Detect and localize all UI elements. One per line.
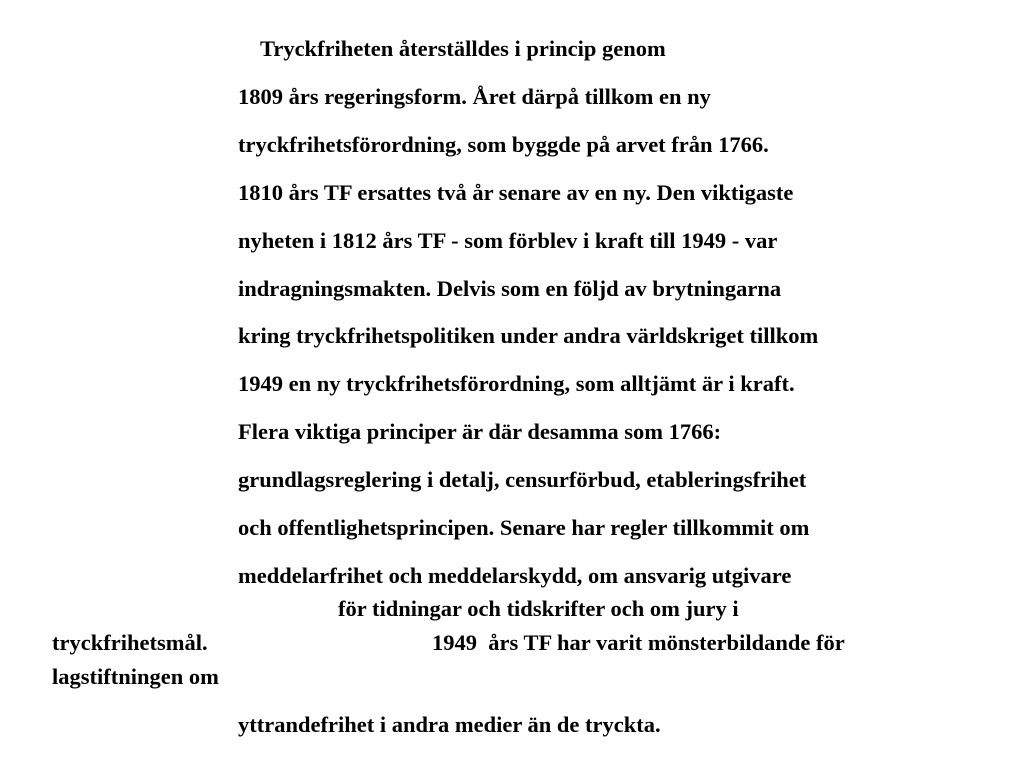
text-line-16: lagstiftningen om [52,664,219,689]
text-line-2: 1809 års regeringsform. Året därpå tillkom en ny [238,84,711,109]
text-line-9: Flera viktiga principer är där desamma som 1766: [238,419,722,444]
text-line-13: för tidningar och tidskrifter och om jury i [338,596,739,621]
text-line-7: kring tryckfrihetspolitiken under andra världskriget tillkom [238,323,819,348]
text-line-8: 1949 en ny tryckfrihetsförordning, som alltjämt är i kraft. [238,371,795,396]
text-line-15: 1949 års TF har varit mönsterbildande för [432,630,845,655]
text-line-5: nyheten i 1812 års TF - som förblev i kraft till 1949 - var [238,228,778,253]
text-line-3: tryckfrihetsförordning, som byggde på arvet från 1766. [238,132,769,157]
text-line-12: meddelarfrihet och meddelarskydd, om ansvarig utgivare [238,563,792,588]
text-line-10: grundlagsreglering i detalj, censurförbud, etableringsfrihet [238,467,807,492]
text-line-1: Tryckfriheten återställdes i princip genom [260,36,666,61]
text-line-6: indragningsmakten. Delvis som en följd av brytningarna [238,276,782,301]
text-line-14: tryckfrihetsmål. [52,630,208,655]
text-line-11: och offentlighetsprincipen. Senare har regler tillkommit om [238,515,810,540]
text-line-4: 1810 års TF ersattes två år senare av en ny. Den viktigaste [238,180,794,205]
text-line-17: yttrandefrihet i andra medier än de tryckta. [238,712,661,737]
